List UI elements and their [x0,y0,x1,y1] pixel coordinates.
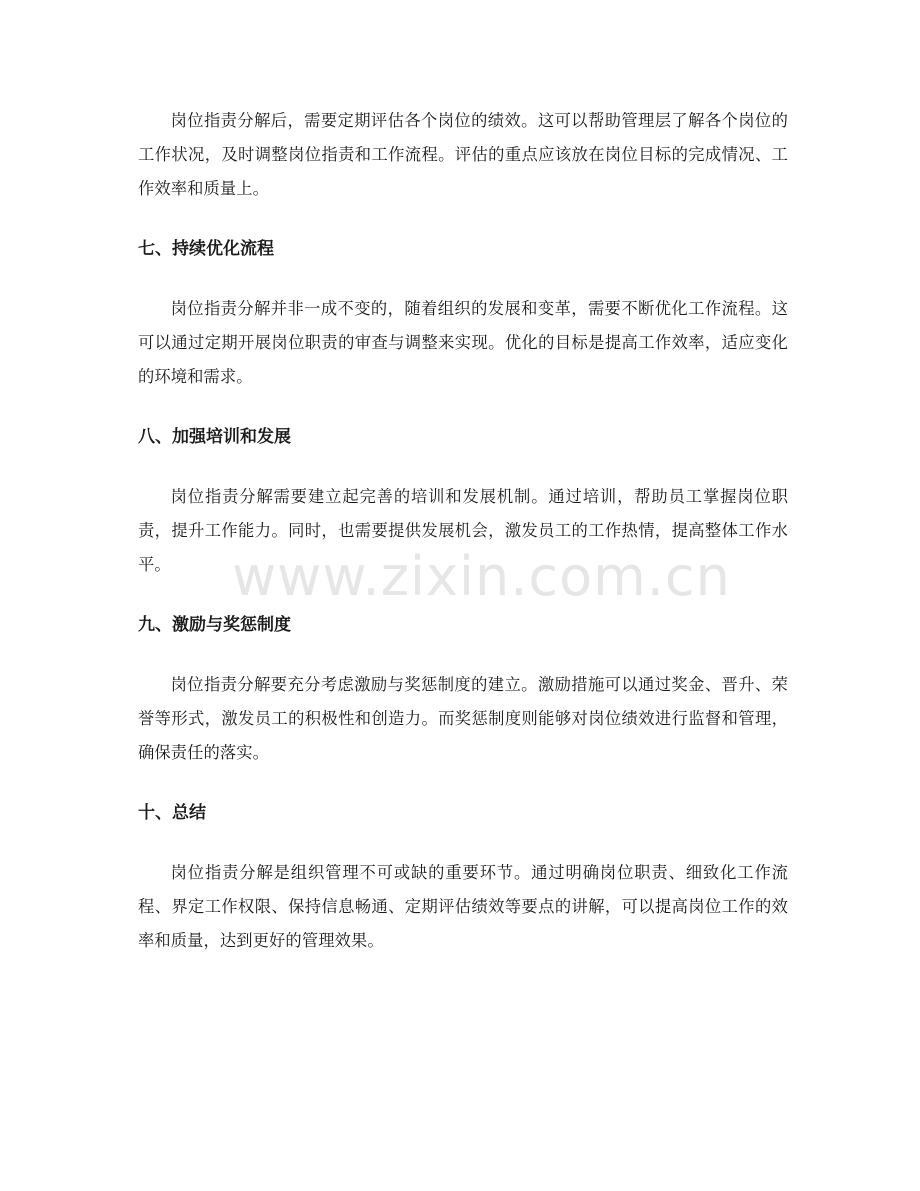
section-paragraph-9: 岗位指责分解要充分考虑激励与奖惩制度的建立。激励措施可以通过奖金、晋升、荣誉等形式，激发员工的积极性和创造力。而奖惩制度则能够对岗位绩效进行监督和管理，确保责任的落实。 [138,675,788,762]
section-heading-9: 九、激励与奖惩制度 [138,615,291,635]
section-paragraph-performance-evaluation: 岗位指责分解后，需要定期评估各个岗位的绩效。这可以帮助管理层了解各个岗位的工作状况，及时调整岗位指责和工作流程。评估的重点应该放在岗位目标的完成情况、工作效率和质量上。 [138,111,788,198]
section-paragraph-8: 岗位指责分解需要建立起完善的培训和发展机制。通过培训，帮助员工掌握岗位职责，提升工作能力。同时，也需要提供发展机会，激发员工的工作热情，提高整体工作水平。 [138,487,788,574]
watermark: www.zixin.com.cn [232,545,731,608]
section-paragraph-7: 岗位指责分解并非一成不变的，随着组织的发展和变革，需要不断优化工作流程。这可以通过定期开展岗位职责的审查与调整来实现。优化的目标是提高工作效率，适应变化的环境和需求。 [138,299,788,386]
section-heading-7: 七、持续优化流程 [138,239,274,259]
section-paragraph-10: 岗位指责分解是组织管理不可或缺的重要环节。通过明确岗位职责、细致化工作流程、界定工作权限、保持信息畅通、定期评估绩效等要点的讲解，可以提高岗位工作的效率和质量，达到更好的管理效果。 [138,863,788,950]
section-heading-8: 八、加强培训和发展 [138,427,291,447]
document-body [138,104,788,958]
section-heading-10: 十、总结 [138,803,206,823]
